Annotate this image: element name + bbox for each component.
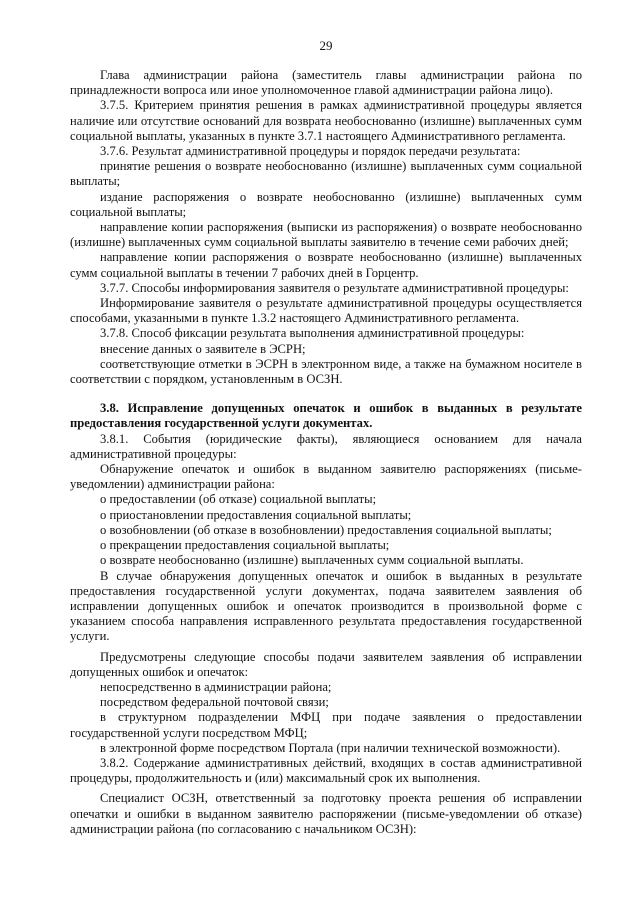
- paragraph: 3.7.6. Результат административной процедуры и порядок передачи результата:: [100, 144, 521, 159]
- list-item: в структурном подразделении МФЦ при подаче заявления о предоставлении государственной услуги посредством МФЦ;: [70, 710, 582, 740]
- paragraph: соответствующие отметки в ЭСРН в электронном виде, а также на бумажном носителе в соответствии с порядком, установленным в ОСЗН.: [70, 356, 582, 387]
- paragraph: издание распоряжения о возврате необоснованно (излишне) выплаченных сумм социальной выплаты;: [70, 189, 582, 219]
- paragraph: принятие решения о возврате необоснованно (излишне) выплаченных сумм социальной выплаты;: [70, 159, 582, 189]
- paragraph: 3.8.1. События (юридические факты), являющиеся основанием для начала административной процедуры:: [70, 431, 582, 461]
- paragraph: Глава администрации района (заместитель главы администрации района по принадлежности вопроса или иное уполномоченное главой администрации района лицо).: [70, 68, 582, 98]
- paragraph: внесение данных о заявителе в ЭСРН;: [100, 341, 306, 356]
- paragraph: В случае обнаружения допущенных опечаток и ошибок в выданных в результате предоставления государственной услуги документах, подача заявителем заявления об исправлении допущенных ошибок и опечаток производится в произвольной форме с указанием способа направления исправленного результата предоставления государственной услуги.: [70, 568, 582, 644]
- list-item: непосредственно в администрации района;: [100, 679, 332, 694]
- paragraph: 3.7.7. Способы информирования заявителя о результате административной процедуры:: [100, 280, 569, 295]
- list-item: посредством федеральной почтовой связи;: [100, 695, 329, 710]
- section-heading: 3.8. Исправление допущенных опечаток и ошибок в выданных в результате предоставления государственной услуги документах.: [70, 401, 582, 431]
- paragraph: Специалист ОСЗН, ответственный за подготовку проекта решения об исправлении опечатки и ошибки в выданном заявителю распоряжении (письме-уведомлении об отказе) администрации района (по согласованию с начальником ОСЗН):: [70, 791, 582, 836]
- list-item: в электронной форме посредством Портала (при наличии технической возможности).: [100, 740, 561, 755]
- list-item: о прекращении предоставления социальной выплаты;: [100, 538, 390, 553]
- paragraph: направление копии распоряжения о возврате необоснованно (излишне) выплаченных сумм социальной выплаты в течении 7 рабочих дней в Горцентр.: [70, 250, 582, 280]
- list-item: о возобновлении (об отказе в возобновлении) предоставления социальной выплаты;: [100, 522, 552, 537]
- list-item: о возврате необоснованно (излишне) выплаченных сумм социальной выплаты.: [100, 553, 524, 568]
- page-number: 29: [319, 38, 333, 53]
- paragraph: направление копии распоряжения (выписки из распоряжения) о возврате необоснованно (излишне) выплаченных сумм социальной выплаты заявителю в течение семи рабочих дней;: [70, 220, 582, 250]
- paragraph: 3.8.2. Содержание административных действий, входящих в состав административной процедуры, продолжительность и (или) максимальный срок их выполнения.: [70, 755, 582, 786]
- paragraph: Информирование заявителя о результате административной процедуры осуществляется способами, указанными в пункте 1.3.2 настоящего Административного регламента.: [70, 296, 582, 326]
- list-item: о приостановлении предоставления социальной выплаты;: [100, 507, 412, 522]
- paragraph: Обнаружение опечаток и ошибок в выданном заявителю распоряжениях (письме-уведомлении) администрации района:: [70, 462, 582, 492]
- paragraph: 3.7.5. Критерием принятия решения в рамках административной процедуры является наличие или отсутствие оснований для возврата необоснованно (излишне) выплаченных сумм социальной выплаты, указанных в пункте 3.7.1 настоящего Административного регламента.: [70, 98, 582, 143]
- document-body: [70, 68, 582, 837]
- list-item: о предоставлении (об отказе) социальной выплаты;: [100, 492, 377, 507]
- paragraph: Предусмотрены следующие способы подачи заявителем заявления об исправлении допущенных ошибок и опечаток:: [70, 649, 582, 679]
- paragraph: 3.7.8. Способ фиксации результата выполнения административной процедуры:: [100, 326, 525, 341]
